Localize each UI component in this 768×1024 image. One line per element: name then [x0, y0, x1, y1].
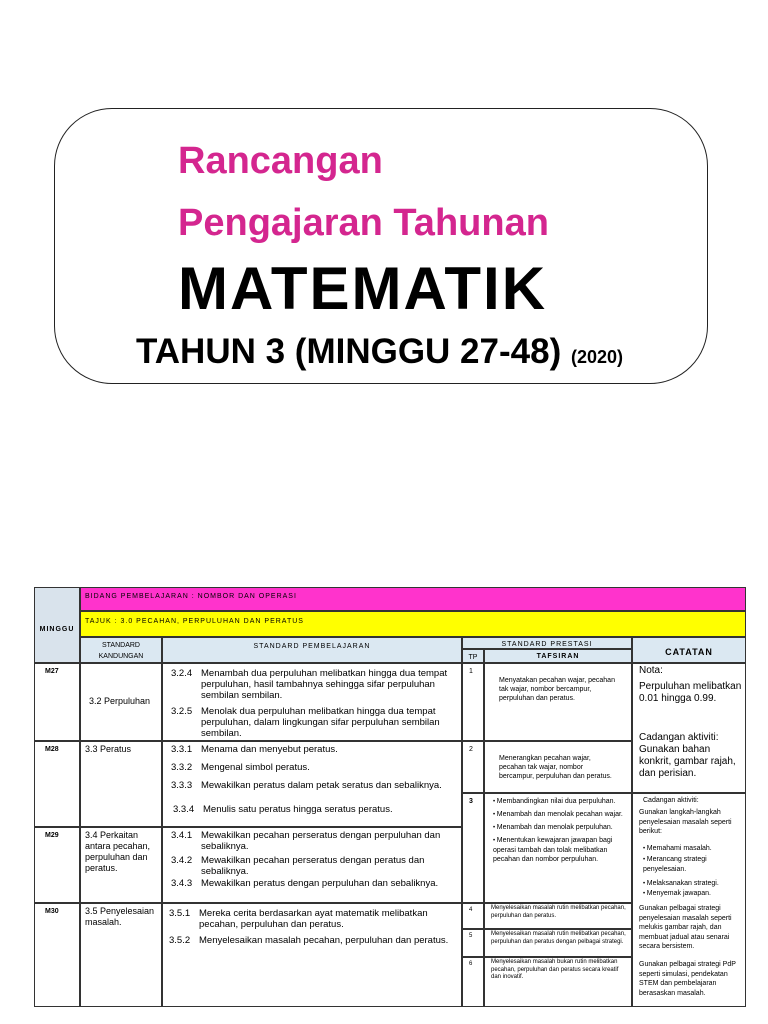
catatan-header-cell	[632, 637, 746, 663]
sk-header: STANDARD KANDUNGAN	[98, 642, 144, 660]
tafsiran-cell-2	[484, 741, 632, 793]
catatan-cell-bottom	[632, 793, 746, 1007]
tp-number: 6	[469, 961, 473, 967]
sp-header-cell	[162, 637, 462, 663]
cover-year-line	[136, 332, 623, 372]
tafsiran-list	[493, 797, 627, 864]
sp-item: 3.2.5 Menolak dua perpuluhan melibatkan hingga dua tempat perpuluhan, dalam lingkungan sifar perpuluhan sembilan sembilan.	[171, 706, 440, 739]
tafsiran-cell-6	[484, 957, 632, 1007]
catatan-extra1: Gunakan pelbagai strategi penyelesaian masalah seperti melukis gambar rajah, dan membuat jadual atau senarai secara bersistem.	[639, 905, 732, 950]
cover-title-line1: Rancangan	[178, 140, 383, 182]
week-label: M30	[45, 908, 59, 915]
tp-cell-6	[462, 957, 484, 1007]
sp-item: 3.3.1 Menama dan menyebut peratus.	[171, 744, 338, 755]
sp-item: 3.4.2 Mewakilkan pecahan perseratus dengan peratus dan sebaliknya.	[171, 855, 425, 877]
sp-cell-m29	[162, 827, 462, 903]
sk-header-cell	[80, 637, 162, 663]
sp-item: 3.4.3 Mewakilkan peratus dengan perpuluhan dan sebaliknya.	[171, 878, 439, 889]
tp-header-cell	[462, 649, 484, 663]
cover-year: (2020)	[570, 347, 623, 367]
tp-number: 2	[469, 746, 473, 753]
tafsiran-cell-1	[484, 663, 632, 741]
tafsiran-header-cell	[484, 649, 632, 663]
tajuk-label: TAJUK : 3.0 PECAHAN, PERPULUHAN DAN PERATUS	[85, 618, 304, 625]
tafsiran-text: Menerangkan pecahan wajar, pecahan tak wajar, nombor bercampur, perpuluhan dan peratus.	[499, 755, 612, 780]
tafsiran-bullet: • Membandingkan nilai dua perpuluhan.	[493, 797, 627, 807]
spr-header-cell	[462, 637, 632, 649]
sk-cell-perpuluhan	[80, 663, 162, 741]
tafsiran-cell-5	[484, 929, 632, 957]
minggu-header: MINGGU	[39, 626, 75, 633]
sk-text: 3.3 Peratus	[85, 744, 132, 754]
week-label: M27	[45, 668, 59, 675]
sp-cell-m27	[162, 663, 462, 741]
sp-item: 3.5.1 Mereka cerita berdasarkan ayat matematik melibatkan pecahan, perpuluhan dan peratus.	[169, 908, 428, 930]
catatan-nota-text: Perpuluhan melibatkan 0.01 hingga 0.99.	[639, 681, 742, 704]
tp-cell-1	[462, 663, 484, 741]
week-cell-m29	[34, 827, 80, 903]
rpt-table	[34, 587, 746, 1007]
tajuk-row	[80, 611, 746, 637]
catatan-cell-top	[632, 663, 746, 793]
week-cell-m30	[34, 903, 80, 1007]
sk-cell-perkaitan	[80, 827, 162, 903]
week-label: M29	[45, 832, 59, 839]
catatan-steps	[643, 844, 745, 900]
cover-subject: MATEMATIK	[178, 255, 548, 322]
tafsiran-cell-4	[484, 903, 632, 929]
tp-number: 3	[469, 798, 473, 805]
tafsiran-header: TAFSIRAN	[536, 653, 580, 660]
sk-cell-peratus	[80, 741, 162, 827]
catatan-cadangan-title: Cadangan aktiviti:	[639, 732, 719, 743]
cover-grade: TAHUN 3 (MINGGU 27-48)	[136, 332, 562, 371]
tafsiran-text: Menyelesaikan masalah rutin melibatkan pecahan, perpuluhan dan peratus.	[491, 905, 626, 919]
tafsiran-bullet: • Menambah dan menolak pecahan wajar.	[493, 810, 627, 820]
tp-number: 4	[469, 907, 473, 913]
tp-header: TP	[468, 654, 478, 661]
tp-cell-4	[462, 903, 484, 929]
catatan-step: • Menyemak jawapan.	[643, 889, 745, 900]
tafsiran-text: Menyelesaikan masalah bukan rutin melibatkan pecahan, perpuluhan dan peratus secara kreatif dan inovatif.	[491, 959, 619, 980]
sp-item: 3.4.1 Mewakilkan pecahan perseratus dengan perpuluhan dan sebaliknya.	[171, 830, 441, 852]
tafsiran-text: Menyelesaikan masalah rutin melibatkan pecahan, perpuluhan dan peratus dengan pelbagai strategi.	[491, 931, 626, 945]
tafsiran-cell-3	[484, 793, 632, 903]
sp-header: STANDARD PEMBELAJARAN	[253, 643, 371, 650]
catatan-extra2: Gunakan pelbagai strategi PdP seperti simulasi, pendekatan STEM dan pembelajaran berasaskan masalah.	[639, 961, 736, 997]
sk-text: 3.4 Perkaitan antara pecahan, perpuluhan dan peratus.	[85, 830, 151, 873]
tafsiran-bullet: • Menentukan kewajaran jawapan bagi operasi tambah dan tolak melibatkan pecahan dan nombor perpuluhan.	[493, 836, 627, 864]
catatan-step: • Memahami masalah.	[643, 844, 745, 855]
bidang-row	[80, 587, 746, 611]
tp-number: 5	[469, 933, 473, 939]
sp-item: 3.3.3 Mewakilkan peratus dalam petak seratus dan sebaliknya.	[171, 780, 442, 791]
catatan-cadangan2-text: Gunakan langkah-langkah penyelesaian masalah seperti berikut:	[639, 809, 732, 835]
sk-text: 3.2 Perpuluhan	[89, 696, 151, 706]
tp-cell-2	[462, 741, 484, 793]
cover-title-line2: Pengajaran Tahunan	[178, 202, 549, 244]
sp-item: 3.5.2 Menyelesaikan masalah pecahan, perpuluhan dan peratus.	[169, 935, 449, 946]
catatan-header: CATATAN	[665, 647, 713, 657]
catatan-nota: Nota:	[639, 665, 663, 676]
catatan-cadangan-text: Gunakan bahan konkrit, gambar rajah, dan perisian.	[639, 744, 736, 779]
catatan-step: • Merancang strategi penyelesaian.	[643, 855, 745, 875]
bidang-label: BIDANG PEMBELAJARAN : NOMBOR DAN OPERASI	[85, 593, 297, 600]
tp-cell-3	[462, 793, 484, 903]
week-cell-m28	[34, 741, 80, 827]
tp-number: 1	[469, 668, 473, 675]
week-cell-m27	[34, 663, 80, 741]
week-label: M28	[45, 746, 59, 753]
sp-item: 3.3.4 Menulis satu peratus hingga seratus peratus.	[173, 804, 393, 815]
tafsiran-text: Menyatakan pecahan wajar, pecahan tak wajar, nombor bercampur, perpuluhan dan peratus.	[499, 677, 615, 702]
sk-text: 3.5 Penyelesaian masalah.	[85, 906, 155, 927]
sp-cell-m28	[162, 741, 462, 827]
tafsiran-bullet: • Menambah dan menolak perpuluhan.	[493, 823, 627, 833]
minggu-header-cell	[34, 587, 80, 663]
tp-cell-5	[462, 929, 484, 957]
sp-cell-m30	[162, 903, 462, 1007]
catatan-step: • Melaksanakan strategi.	[643, 879, 745, 890]
sp-item: 3.2.4 Menambah dua perpuluhan melibatkan hingga dua tempat perpuluhan, hasil tambahnya sehingga sifar perpuluhan sembilan sembilan.	[171, 668, 448, 701]
sp-item: 3.3.2 Mengenal simbol peratus.	[171, 762, 310, 773]
catatan-cadangan2-title: Cadangan aktiviti:	[643, 797, 699, 804]
sk-cell-penyelesaian	[80, 903, 162, 1007]
spr-header: STANDARD PRESTASI	[501, 641, 593, 648]
